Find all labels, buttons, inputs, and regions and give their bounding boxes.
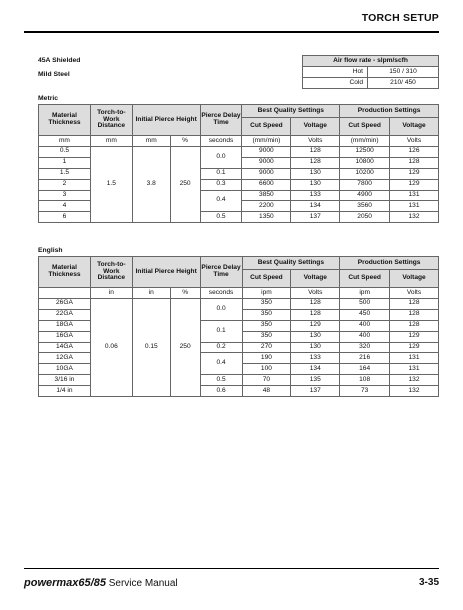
metric-unit: (mm/min) — [340, 136, 390, 147]
metric-torch-distance: 1.5 — [90, 147, 132, 223]
english-torch-distance: 0.06 — [90, 299, 132, 397]
english-best-speed: 350 — [242, 320, 291, 331]
metric-unit: Volts — [390, 136, 439, 147]
metric-unit: seconds — [200, 136, 242, 147]
english-best-speed: 350 — [242, 309, 291, 320]
metric-prod-speed: 7800 — [340, 179, 390, 190]
english-best-voltage: 128 — [291, 309, 340, 320]
metric-thickness: 2 — [39, 179, 91, 190]
metric-thickness: 3 — [39, 190, 91, 201]
metric-thickness: 4 — [39, 201, 91, 212]
english-best-voltage: 135 — [291, 375, 340, 386]
airflow-table — [302, 55, 439, 89]
metric-header-torch-distance: Torch-to-Work Distance — [90, 105, 132, 136]
metric-best-speed: 3850 — [242, 190, 291, 201]
english-header-torch-distance: Torch-to-Work Distance — [90, 257, 132, 288]
metric-unit: mm — [132, 136, 170, 147]
english-unit: in — [90, 288, 132, 299]
metric-table — [38, 104, 439, 223]
metric-header-material: Material Thickness — [39, 105, 91, 136]
airflow-cold-value: 210/ 450 — [368, 78, 439, 89]
english-unit: ipm — [242, 288, 291, 299]
english-prod-voltage: 129 — [390, 331, 439, 342]
footer-manual-title — [24, 577, 178, 589]
english-unit: ipm — [340, 288, 390, 299]
metric-header-prod-voltage: Voltage — [390, 118, 439, 136]
metric-best-voltage: 133 — [291, 190, 340, 201]
english-prod-voltage: 132 — [390, 386, 439, 397]
english-prod-speed: 108 — [340, 375, 390, 386]
english-best-voltage: 137 — [291, 386, 340, 397]
metric-prod-speed: 10800 — [340, 157, 390, 168]
english-best-voltage: 133 — [291, 353, 340, 364]
english-unit: % — [170, 288, 200, 299]
metric-best-voltage: 137 — [291, 212, 340, 223]
metric-thickness: 1.5 — [39, 168, 91, 179]
english-thickness: 14GA — [39, 342, 91, 353]
english-pierce-pct: 250 — [170, 299, 200, 397]
english-best-voltage: 134 — [291, 364, 340, 375]
english-thickness: 1/4 in — [39, 386, 91, 397]
process-label-1: 45A Shielded — [38, 57, 81, 64]
metric-prod-speed: 12500 — [340, 147, 390, 158]
english-best-speed: 100 — [242, 364, 291, 375]
english-best-voltage: 130 — [291, 342, 340, 353]
table-row — [39, 147, 439, 158]
english-best-voltage: 129 — [291, 320, 340, 331]
english-prod-speed: 400 — [340, 320, 390, 331]
metric-header-prod-speed: Cut Speed — [340, 118, 390, 136]
metric-best-speed: 9000 — [242, 168, 291, 179]
english-delay: 0.6 — [200, 386, 242, 397]
metric-unit: % — [170, 136, 200, 147]
metric-best-speed: 1350 — [242, 212, 291, 223]
english-prod-speed: 500 — [340, 299, 390, 310]
english-header-prod-voltage: Voltage — [390, 270, 439, 288]
metric-prod-voltage: 129 — [390, 168, 439, 179]
english-thickness: 3/16 in — [39, 375, 91, 386]
english-best-speed: 270 — [242, 342, 291, 353]
english-delay: 0.1 — [200, 320, 242, 342]
metric-best-speed: 9000 — [242, 157, 291, 168]
metric-best-voltage: 128 — [291, 157, 340, 168]
metric-prod-speed: 3560 — [340, 201, 390, 212]
english-header-best-voltage: Voltage — [291, 270, 340, 288]
airflow-cold-label: Cold — [303, 78, 368, 89]
metric-header-production: Production Settings — [340, 105, 439, 118]
metric-thickness: 1 — [39, 157, 91, 168]
english-thickness: 22GA — [39, 309, 91, 320]
english-header-pierce-height: Initial Pierce Height — [132, 257, 200, 288]
metric-unit: (mm/min) — [242, 136, 291, 147]
page-number: 3-35 — [418, 577, 439, 588]
metric-thickness: 6 — [39, 212, 91, 223]
metric-best-speed: 2200 — [242, 201, 291, 212]
english-best-speed: 70 — [242, 375, 291, 386]
english-prod-speed: 320 — [340, 342, 390, 353]
metric-delay: 0.3 — [200, 179, 242, 190]
metric-unit: mm — [39, 136, 91, 147]
metric-delay: 0.5 — [200, 212, 242, 223]
english-header-material: Material Thickness — [39, 257, 91, 288]
airflow-hot-value: 150 / 310 — [368, 67, 439, 78]
english-pierce-height: 0.15 — [132, 299, 170, 397]
english-unit: in — [132, 288, 170, 299]
process-label-2: Mild Steel — [38, 71, 70, 78]
english-best-speed: 350 — [242, 331, 291, 342]
metric-delay: 0.1 — [200, 168, 242, 179]
english-delay: 0.5 — [200, 375, 242, 386]
english-table — [38, 256, 439, 397]
english-best-speed: 350 — [242, 299, 291, 310]
footer-rule — [24, 568, 439, 569]
english-header-pierce-delay: Pierce Delay Time — [200, 257, 242, 288]
english-thickness: 10GA — [39, 364, 91, 375]
metric-best-speed: 9000 — [242, 147, 291, 158]
metric-thickness: 0.5 — [39, 147, 91, 158]
english-delay: 0.4 — [200, 353, 242, 375]
table-row — [39, 299, 439, 310]
metric-header-best: Best Quality Settings — [242, 105, 340, 118]
english-unit: seconds — [200, 288, 242, 299]
metric-prod-voltage: 128 — [390, 157, 439, 168]
english-prod-speed: 73 — [340, 386, 390, 397]
english-unit: Volts — [390, 288, 439, 299]
metric-prod-voltage: 126 — [390, 147, 439, 158]
english-header-production: Production Settings — [340, 257, 439, 270]
english-unit: Volts — [291, 288, 340, 299]
metric-header-best-speed: Cut Speed — [242, 118, 291, 136]
metric-prod-voltage: 132 — [390, 212, 439, 223]
english-best-voltage: 130 — [291, 331, 340, 342]
footer-manual-label: Service Manual — [105, 578, 178, 589]
metric-prod-voltage: 131 — [390, 190, 439, 201]
english-header-best-speed: Cut Speed — [242, 270, 291, 288]
english-prod-voltage: 132 — [390, 375, 439, 386]
metric-prod-voltage: 129 — [390, 179, 439, 190]
english-prod-speed: 400 — [340, 331, 390, 342]
english-thickness: 18GA — [39, 320, 91, 331]
english-delay: 0.2 — [200, 342, 242, 353]
metric-best-voltage: 134 — [291, 201, 340, 212]
metric-prod-speed: 10200 — [340, 168, 390, 179]
footer-brand: powermax65/85 — [24, 577, 106, 589]
metric-pierce-height: 3.8 — [132, 147, 170, 223]
english-prod-voltage: 128 — [390, 309, 439, 320]
english-thickness: 12GA — [39, 353, 91, 364]
metric-section-label: Metric — [38, 95, 59, 102]
metric-best-voltage: 128 — [291, 147, 340, 158]
airflow-title: Air flow rate - slpm/scfh — [303, 56, 439, 67]
english-best-speed: 48 — [242, 386, 291, 397]
english-thickness: 16GA — [39, 331, 91, 342]
english-prod-voltage: 128 — [390, 320, 439, 331]
metric-header-best-voltage: Voltage — [291, 118, 340, 136]
english-prod-voltage: 129 — [390, 342, 439, 353]
metric-delay: 0.0 — [200, 147, 242, 169]
english-header-best: Best Quality Settings — [242, 257, 340, 270]
metric-prod-speed: 2050 — [340, 212, 390, 223]
english-header-prod-speed: Cut Speed — [340, 270, 390, 288]
metric-best-voltage: 130 — [291, 168, 340, 179]
airflow-hot-label: Hot — [303, 67, 368, 78]
english-prod-speed: 450 — [340, 309, 390, 320]
english-thickness: 26GA — [39, 299, 91, 310]
english-prod-voltage: 131 — [390, 353, 439, 364]
metric-unit: Volts — [291, 136, 340, 147]
english-prod-speed: 164 — [340, 364, 390, 375]
english-best-speed: 190 — [242, 353, 291, 364]
header-rule — [24, 31, 439, 33]
english-delay: 0.0 — [200, 299, 242, 321]
metric-best-speed: 6600 — [242, 179, 291, 190]
metric-delay: 0.4 — [200, 190, 242, 212]
english-best-voltage: 128 — [291, 299, 340, 310]
metric-unit: mm — [90, 136, 132, 147]
english-prod-speed: 216 — [340, 353, 390, 364]
metric-header-pierce-height: Initial Pierce Height — [132, 105, 200, 136]
metric-prod-speed: 4900 — [340, 190, 390, 201]
metric-best-voltage: 130 — [291, 179, 340, 190]
metric-prod-voltage: 131 — [390, 201, 439, 212]
english-unit — [39, 288, 91, 299]
english-prod-voltage: 128 — [390, 299, 439, 310]
english-section-label: English — [38, 247, 63, 254]
metric-pierce-pct: 250 — [170, 147, 200, 223]
page-header-title: TORCH SETUP — [361, 12, 439, 24]
metric-header-pierce-delay: Pierce Delay Time — [200, 105, 242, 136]
english-prod-voltage: 131 — [390, 364, 439, 375]
